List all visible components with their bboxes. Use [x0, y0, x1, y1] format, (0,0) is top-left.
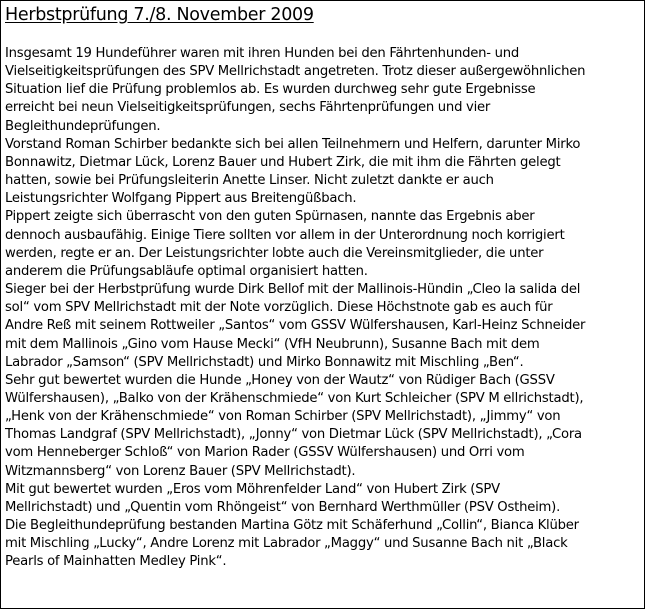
article [5, 4, 641, 572]
article-title: Herbstprüfung 7./8. November 2009 [5, 5, 314, 25]
paragraph-judge-comment: Pippert zeigte sich überrascht von den guten Spürnasen, nannte das Ergebnis aber dennoch ausbaufähig. Einige Tiere sollten vor allem in der Unterordnung noch korrigiert werden, regte er an. Der Leistungsrichter lobte auch die Vereinsmitglieder, die unter anderem die Prüfungsabläufe optimal organisiert hatten. [5, 209, 565, 279]
title-spacer [5, 26, 641, 45]
paragraph-winners: Sieger bei der Herbstprüfung wurde Dirk Bellof mit der Mallinois-Hündin „Cleo la salida del sol“ vom SPV Mellrichstadt mit der Note vorzüglich. Diese Höchstnote gab es auch für Andre Reß mit seinem Rottweiler „Santos“ vom GSSV Wülfershausen, Karl-Heinz Schneider mit dem Mallinois „Gino vom Hause Mecki“ (VfH Neubrunn), Susanne Bach mit dem Labrador „Samson“ (SPV Mellrichstadt) und Mirko Bonnawitz mit Mischling „Ben“. [5, 282, 586, 370]
paragraph-companion-dog: Die Begleithundeprüfung bestanden Martina Götz mit Schäferhund „Collin“, Bianca Klüber mit Mischling „Lucky“, Andre Lorenz mit Labrador „Maggy“ und Susanne Bach nit „Black Pearls of Mainhatten Medley Pink“. [5, 518, 579, 570]
paragraph-summary: Insgesamt 19 Hundeführer waren mit ihren Hunden bei den Fährtenhunden- und Vielseitigkeitsprüfungen des SPV Mellrichstadt angetreten. Trotz dieser außergewöhnlichen Situation lief die Prüfung problemlos ab. Es wurden durchweg sehr gute Ergebnisse erreicht bei neun Vielseitigkeitsprüfungen, sechs Fährtenprüfungen und vier Begleithundeprüfungen. [5, 46, 586, 134]
paragraph-thanks: Vorstand Roman Schirber bedankte sich bei allen Teilnehmern und Helfern, darunter Mirko Bonnawitz, Dietmar Lück, Lorenz Bauer und Hubert Zirk, die mit ihm die Fährten gelegt hatten, sowie bei Prüfungsleiterin Anette Linser. Nicht zuletzt dankte er auch Leistungsrichter Wolfgang Pippert aus Breitengüßbach. [5, 136, 581, 207]
paragraph-very-good: Sehr gut bewertet wurden die Hunde „Honey von der Wautz“ von Rüdiger Bach (GSSV Wülfershausen), „Balko von der Krähenschmiede“ von Kurt Schleicher (SPV M ellrichstadt), „Henk von der Krähenschmiede“ von Roman Schirber (SPV Mellrichstadt), „Jimmy“ von Thomas Landgraf (SPV Mellrichstadt), „Jonny“ von Dietmar Lück (SPV Mellrichstadt), „Cora vom Henneberger Schloß“ von Marion Rader (GSSV Wülfershausen) und Orri vom Witzmannsberg“ von Lorenz Bauer (SPV Mellrichstadt). [5, 372, 584, 479]
paragraph-good: Mit gut bewertet wurden „Eros vom Möhrenfelder Land“ von Hubert Zirk (SPV Mellrichstadt) und „Quentin vom Rhöngeist“ von Bernhard Werthmüller (PSV Ostheim). [5, 481, 561, 515]
